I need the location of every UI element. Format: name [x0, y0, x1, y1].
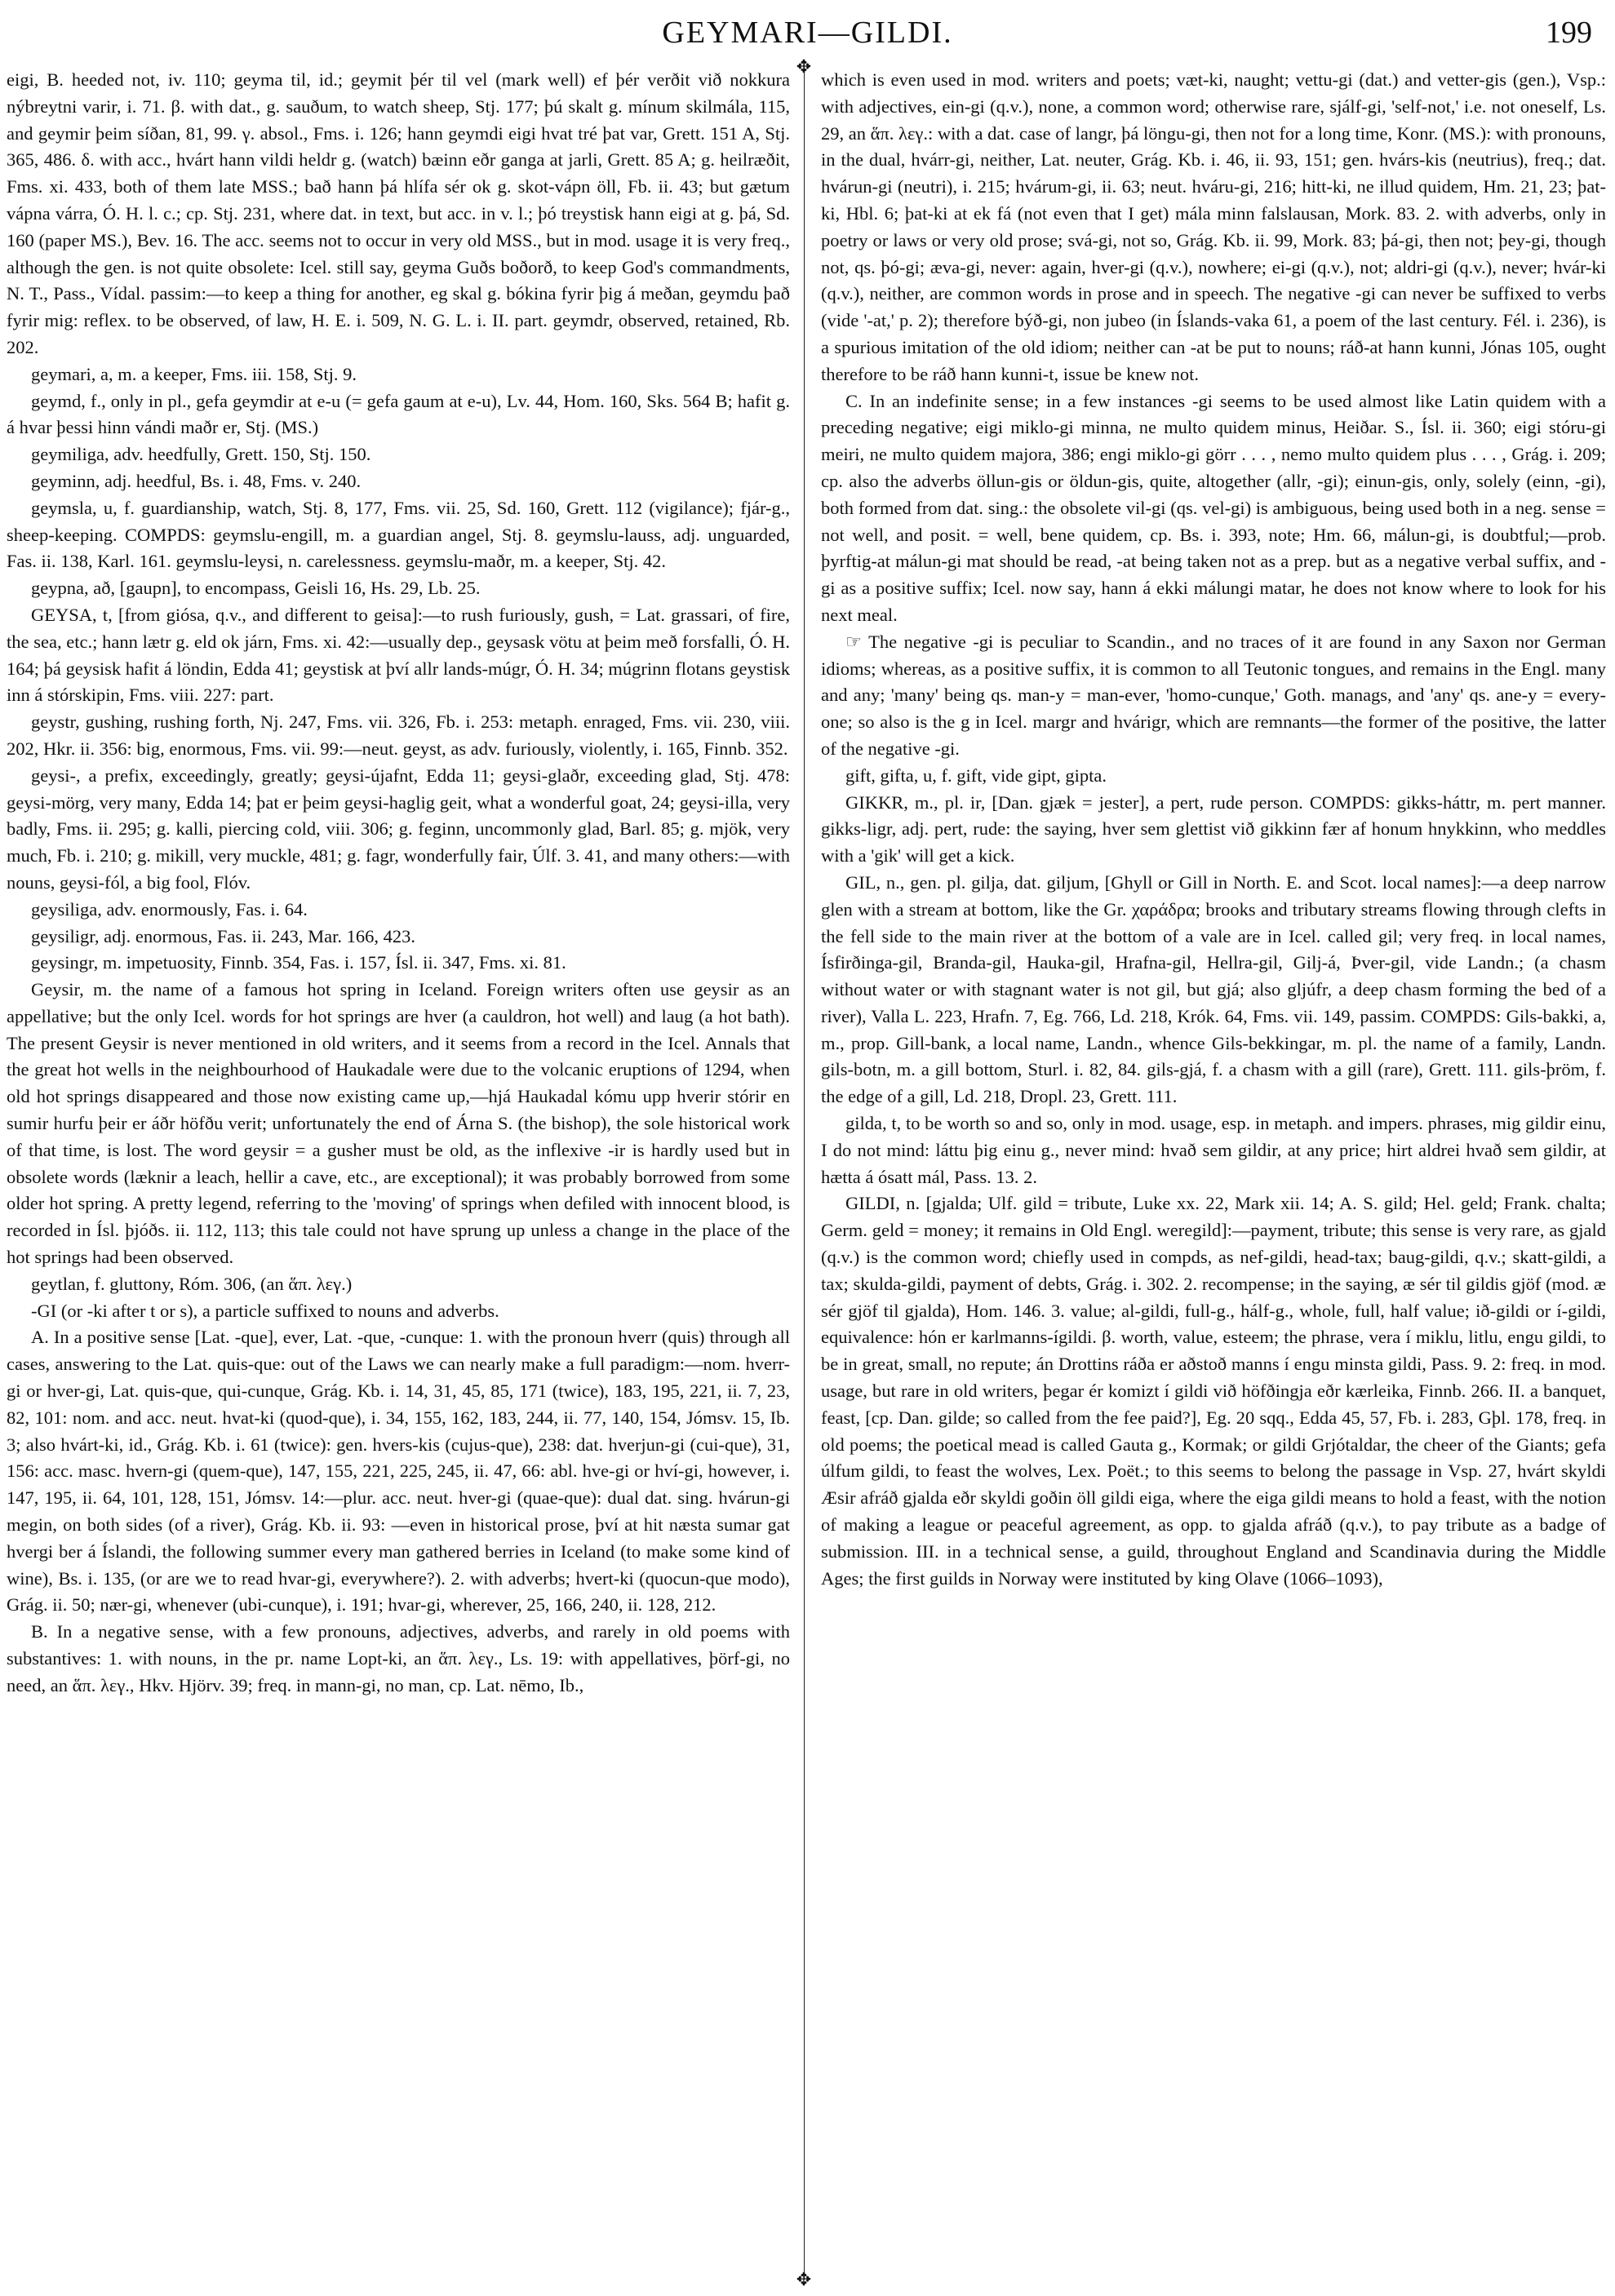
dictionary-entry: GIKKR, m., pl. ir, [Dan. gjæk = jester], a pert, rude person. COMPDS: gikks-háttr, m. pert manner. gikks-ligr, adj. pert, rude: the saying, hver sem glettist við gikkinn fær af honum hnykkinn, who meddles with a 'gik' will get a kick. [821, 791, 1606, 867]
dictionary-entry: gift, gifta, u, f. gift, vide gipt, gipta. [845, 765, 1107, 786]
dictionary-entry: which is even used in mod. writers and poets; væt-ki, naught; vettu-gi (dat.) and vetter-gis (gen.), Vsp.: with adjectives, ein-gi (q.v.), none, a common word; otherwise rare, sjálf-gi, 'self-not,' i.e. not oneself, Ls. 29, an ἅπ. λεγ.: with a dat. case of langr, þá löngu-gi, then not for a long time, Konr. (MS.): with pronouns, in the dual, hvárr-gi, neither, Lat. neuter, Grág. Kb. i. 46, ii. 93, 151; gen. hvárs-kis (neutrius), freq.; dat. hvárun-gi (neutri), i. 215; hvárum-gi, ii. 63; neut. hváru-gi, 216; hitt-ki, ne illud quidem, Hm. 21, 23; þat-ki, Hbl. 6; þat-ki at ek fá (not even that I get) mála minn falslausan, Mork. 83. 2. with adverbs, only in poetry or laws or very old prose; svá-gi, not so, Grág. Kb. ii. 99, Mork. 83; þá-gi, then not; þey-gi, though not, qs. þó-gi; æva-gi, never: again, hver-gi (q.v.), nowhere; ei-gi (q.v.), not; aldri-gi (q.v.), never; hvár-ki (q.v.), neither, are common words in prose and in speech. The negative -gi can never be suffixed to verbs (vide '-at,' p. 2); therefore býð-gi, non jubeo (in Íslands-vaka 61, a poem of the last century. Fél. i. 236), is a spurious imitation of the old idiom; neither can -at be put to nouns; ráð-at hann kunni, Jónas 105, ought therefore to be ráð hann kunni-t, issue be knew not. [821, 69, 1606, 384]
dictionary-entry: geysi-, a prefix, exceedingly, greatly; geysi-újafnt, Edda 11; geysi-glaðr, exceeding glad, Stj. 478: geysi-mörg, very many, Edda 14; þat er þeim geysi-haglig geit, what a wonderful goat, 24; geysi-illa, very badly, Fms. ii. 295; g. kalli, piercing cold, viii. 306; g. feginn, uncommonly glad, Barl. 85; g. mjök, very much, Fb. i. 210; g. mikill, very muckle, 481; g. fagr, wonderfully fair, Úlf. 3. 41, and many others:—with nouns, geysi-fól, a big fool, Flóv. [7, 765, 790, 893]
dictionary-entry: B. In a negative sense, with a few pronouns, adjectives, adverbs, and rarely in old poems with substantives: 1. with nouns, in the pr. name Lopt-ki, an ἅπ. λεγ., Ls. 19: with appellatives, þörf-gi, no need, an ἅπ. λεγ., Hkv. Hjörv. 39; freq. in mann-gi, no man, cp. Lat. nēmo, Ib., [7, 1621, 790, 1695]
column-divider [804, 62, 805, 2280]
dictionary-entry: geystr, gushing, rushing forth, Nj. 247, Fms. vii. 326, Fb. i. 253: metaph. enraged, Fms. vii. 230, viii. 202, Hkr. ii. 356: big, enormous, Fms. vii. 99:—neut. geyst, as adv. furiously, violently, i. 165, Finnb. 352. [7, 711, 790, 759]
dictionary-entry: geytlan, f. gluttony, Róm. 306, (an ἅπ. λεγ.) [31, 1273, 353, 1294]
dictionary-entry: A. In a positive sense [Lat. -que], ever, Lat. -que, -cunque: 1. with the pronoun hverr (quis) through all cases, answering to the Lat. quis-que: out of the Laws we can nearly make a full paradigm:—nom. hverr-gi or hver-gi, Lat. quis-que, qui-cunque, Grág. Kb. i. 14, 31, 45, 85, 171 (twice), 183, 195, 221, ii. 7, 23, 82, 101: nom. and acc. neut. hvat-ki (quod-que), i. 34, 155, 162, 183, 244, ii. 77, 140, 154, Jómsv. 15, Ib. 3; also hvárt-ki, id., Grág. Kb. i. 61 (twice): gen. hvers-kis (cujus-que), 238: dat. hverjun-gi (cui-que), 31, 156: acc. masc. hvern-gi (quem-que), 147, 155, 221, 225, 245, ii. 47, 66: abl. hve-gi or hví-gi, however, i. 147, 195, ii. 64, 101, 128, 151, Jómsv. 14:—plur. acc. neut. hver-gi (quae-que): dual dat. sing. hvárun-gi megin, on both sides (of a river), Grág. Kb. ii. 93: —even in historical prose, því at hit næsta sumar gat hvergi ber á Íslandi, the following summer every man gathered berries in Iceland (to make some kind of wine), Bs. i. 135, (or are we to read hvar-gi, everywhere?). 2. with adverbs; hvert-ki (quocun-que modo), Grág. ii. 50; nær-gi, whenever (ubi-cunque), i. 191; hvar-gi, wherever, 25, 166, 240, ii. 128, 212. [7, 1327, 790, 1616]
divider-ornament-icon: ✥ [796, 2269, 812, 2289]
dictionary-entry: geymari, a, m. a keeper, Fms. iii. 158, Stj. 9. [31, 363, 357, 384]
dictionary-entry: geymd, f., only in pl., gefa geymdir at e-u (= gefa gaum at e-u), Lv. 44, Hom. 160, Sks. 564 B; hafit g. á hvar þessi hinn vándi maðr er, Stj. (MS.) [7, 390, 790, 438]
running-title: GEYMARI—GILDI. [662, 16, 953, 50]
dictionary-entry: geypna, að, [gaupn], to encompass, Geisli 16, Hs. 29, Lb. 25. [31, 578, 481, 599]
dictionary-entry: geymiliga, adv. heedfully, Grett. 150, Stj. 150. [31, 444, 371, 465]
dictionary-entry: geysiliga, adv. enormously, Fas. i. 64. [31, 898, 308, 920]
dictionary-entry: GIL, n., gen. pl. gilja, dat. giljum, [Ghyll or Gill in North. E. and Scot. local names]:—a deep narrow glen with a stream at bottom, like the Gr. χαράδρα; brooks and tributary streams flowing through clefts in the fell side to the main river at the bottom of a vale are in Icel. called gil; very freq. in local names, Ísfirðinga-gil, Branda-gil, Hauka-gil, Hrafna-gil, Hellra-gil, Gilj-á, Þver-gil, vide Landn.; (a chasm without water or with stagnant water is not gil, but gjá; also gljúfr, a deep chasm forming the bed of a river), Valla L. 223, Hrafn. 7, Eg. 766, Ld. 218, Krók. 64, Fms. vii. 149, passim. COMPDS: Gils-bakki, a, m., prop. Gill-bank, a local name, Landn., whence Gils-bekkingar, m. pl. the name of a family, Landn. gils-botn, m. a gill bottom, Sturl. i. 82, 84. gils-gjá, f. a chasm with a gill (rare), Grett. 111. gils-þröm, f. the edge of a gill, Ld. 218, Dropl. 23, Grett. 111. [821, 871, 1606, 1107]
dictionary-entry: geymsla, u, f. guardianship, watch, Stj. 8, 177, Fms. vii. 25, Sd. 160, Grett. 112 (vigilance); fjár-g., sheep-keeping. COMPDS: geymslu-engill, m. a guardian angel, Stj. 8. geymslu-lauss, adj. unguarded, Fas. ii. 138, Karl. 161. geymslu-leysi, n. carelessness. geymslu-maðr, m. a keeper, Stj. 42. [7, 497, 790, 572]
dictionary-entry: C. In an indefinite sense; in a few instances -gi seems to be used almost like Latin quidem with a preceding negative; eigi miklo-gi minna, ne multo quidem minus, Heiðar. S., Ísl. ii. 360; eigi stóru-gi meiri, ne multo quidem majora, 386; engi miklo-gi görr . . . , nemo multo quidem plus . . . , Grág. i. 209; cp. also the adverbs öllun-gis or öldun-gis, quite, altogether (allr, -gi); einun-gis, only, solely (einn, -gi), both formed from dat. sing.: the obsolete vil-gi (qs. vel-gi) is ambiguous, being used both in a neg. sense = not well, and posit. = well, bene quidem, cp. Bs. i. 393, note; Hm. 66, málun-gi, is doubtful;—prob. þyrftig-at málun-gi mat should be read, -at being taken not as a prep. but as a negative verbal suffix, and -gi as a positive suffix; Icel. now say, hann á ekki málungi matar, he does not know where to look for his next meal. [821, 390, 1606, 625]
right-column [821, 67, 1606, 2274]
dictionary-entry: GEYSA, t, [from giósa, q.v., and different to geisa]:—to rush furiously, gush, = Lat. grassari, of fire, the sea, etc.; hann lætr g. eld ok járn, Fms. xi. 42:—usually dep., geysask vötu at þeim með forsfalli, Ó. H. 164; þá geysisk hafit á löndin, Edda 41; geystisk at því allr lands-múgr, Ó. H. 34; múgrinn flotans geystisk inn á stórskipin, Fms. viii. 227: part. [7, 604, 790, 706]
dictionary-entry: ☞ The negative -gi is peculiar to Scandin., and no traces of it are found in any Saxon nor German idioms; whereas, as a positive suffix, it is common to all Teutonic tongues, and remains in the Engl. many and any; 'many' being qs. man-y = man-ever, 'homo-cunque,' Goth. manags, and 'any' qs. ane-y = every-one; so also is the g in Icel. margr and hvárigr, which are remnants—the former of the positive, the latter of the negative -gi. [821, 631, 1606, 759]
dictionary-entry: GILDI, n. [gjalda; Ulf. gild = tribute, Luke xx. 22, Mark xii. 14; A. S. gild; Hel. geld; Frank. chalta; Germ. geld = money; it remains in Old Engl. weregild]:—payment, tribute; this sense is very rare, as gjald (q.v.) is the common word; chiefly used in compds, as nef-gildi, head-tax; baug-gildi, q.v.; skatt-gildi, a tax; skulda-gildi, payment of debts, Grág. i. 302. 2. recompense; in the saying, æ sér til gildis gjöf (mod. æ sér gjöf til gjalda), Hom. 146. 3. value; al-gildi, full-g., hálf-g., whole, full, half value; ið-gildi or í-gildi, equivalence: hón er karlmanns-ígildi. β. worth, value, esteem; the phrase, vera í miklu, litlu, engu gildi, to be in great, small, no repute; án Drottins ráða er aðstoð manns í engu minsta gildi, Pass. 9. 2: freq. in mod. usage, but rare in old writers, þegar ér komizt í gildi við höfðingja eðr kærleika, Finnb. 266. II. a banquet, feast, [cp. Dan. gilde; so called from the fee paid?], Eg. 20 sqq., Edda 45, 57, Fb. i. 283, Gþl. 178, freq. in old poems; the poetical mead is called Gauta g., Kormak; or gildi Grjótaldar, the cheer of the Giants; gefa úlfum gildi, to feast the wolves, Lex. Poët.; to this seems to belong the passage in Vsp. 27, hvárt skyldi Æsir afráð gjalda eðr skyldi goðin öll gildi eiga, where the eiga gildi means to hold a feast, with the notion of making a league or peaceful agreement, as opp. to gjalda afráð (q.v.), to pay tribute as a badge of submission. III. in a technical sense, a guild, throughout England and Scandinavia during the Middle Ages; the first guilds in Norway were instituted by king Olave (1066–1093), [821, 1193, 1606, 1589]
page-header [0, 15, 1615, 55]
dictionary-entry: geysingr, m. impetuosity, Finnb. 354, Fas. i. 157, Ísl. ii. 347, Fms. xi. 81. [31, 952, 566, 973]
dictionary-entry: Geysir, m. the name of a famous hot spring in Iceland. Foreign writers often use geysir as an appellative; but the only Icel. words for hot springs are hver (a cauldron, hot well) and laug (a hot bath). The present Geysir is never mentioned in old writers, and it seems from a record in the Icel. Annals that the great hot wells in the neighbourhood of Haukadale were due to the volcanic eruptions of 1294, when old hot springs disappeared and those now existing came up,—hjá Haukadal kómu upp hverir stórir en sumir hurfu þeir er áðr höfðu verit; unfortunately the end of Árna S. (the bishop), the sole historical work of that time, is lost. The word geysir = a gusher must be old, as the inflexive -ir is hardly used but in obsolete words (læknir a leach, hellir a cave, etc., are exceptional); it was probably borrowed from some older hot spring. A pretty legend, referring to the 'moving' of springs when defiled with innocent blood, is recorded in Ísl. þjóðs. ii. 112, 113; this tale could not have sprung up unless a change in the place of the hot springs had been observed. [7, 979, 790, 1268]
dictionary-entry: gilda, t, to be worth so and so, only in mod. usage, esp. in metaph. and impers. phrases, mig gildir einu, I do not mind: láttu þig einu g., never mind: hvað sem gildir, at any price; hirt aldrei hvað sem gildir, at hætta á ósatt mál, Pass. 13. 2. [821, 1113, 1606, 1187]
left-column [7, 67, 790, 2274]
page-number: 199 [1546, 16, 1592, 50]
divider-ornament-icon: ✥ [796, 56, 812, 77]
dictionary-entry: geysiligr, adj. enormous, Fas. ii. 243, Mar. 166, 423. [31, 925, 415, 946]
dictionary-entry: eigi, B. heeded not, iv. 110; geyma til, id.; geymit þér til vel (mark well) ef þér verðit við nokkura nýbreytni varir, i. 71. β. with dat., g. sauðum, to watch sheep, Stj. 177; þú skalt g. mínum skilmála, 115, and geymir þeim síðan, 81, 99. γ. absol., Fms. i. 126; hann geymdi eigi hvat tré þat var, Grett. 151 A, Stj. 365, 486. δ. with acc., hvárt hann vildi heldr g. (watch) bæinn eðr ganga at jarli, Grett. 85 A; g. heilræðit, Fms. xi. 433, both of them late MSS.; bað hann þá hlífa sér ok g. skot-vápn öll, Fb. ii. 43; but gætum vápna várra, Ó. H. l. c.; cp. Stj. 231, where dat. in text, but acc. in v. l.; þó treystisk hann eigi at g. þá, Sd. 160 (paper MS.), Bev. 16. The acc. seems not to occur in very old MSS., but in mod. usage it is very freq., although the gen. is not quite obsolete: Icel. still say, geyma Guðs boðorð, to keep God's commandments, N. T., Pass., Vídal. passim:—to keep a thing for another, eg skal g. bókina fyrir þig á meðan, geymdu það fyrir mig: reflex. to be observed, of law, H. E. i. 509, N. G. L. i. II. part. geymdr, observed, retained, Rb. 202. [7, 69, 790, 357]
dictionary-entry: -GI (or -ki after t or s), a particle suffixed to nouns and adverbs. [31, 1300, 499, 1321]
dictionary-entry: geyminn, adj. heedful, Bs. i. 48, Fms. v. 240. [31, 470, 362, 491]
